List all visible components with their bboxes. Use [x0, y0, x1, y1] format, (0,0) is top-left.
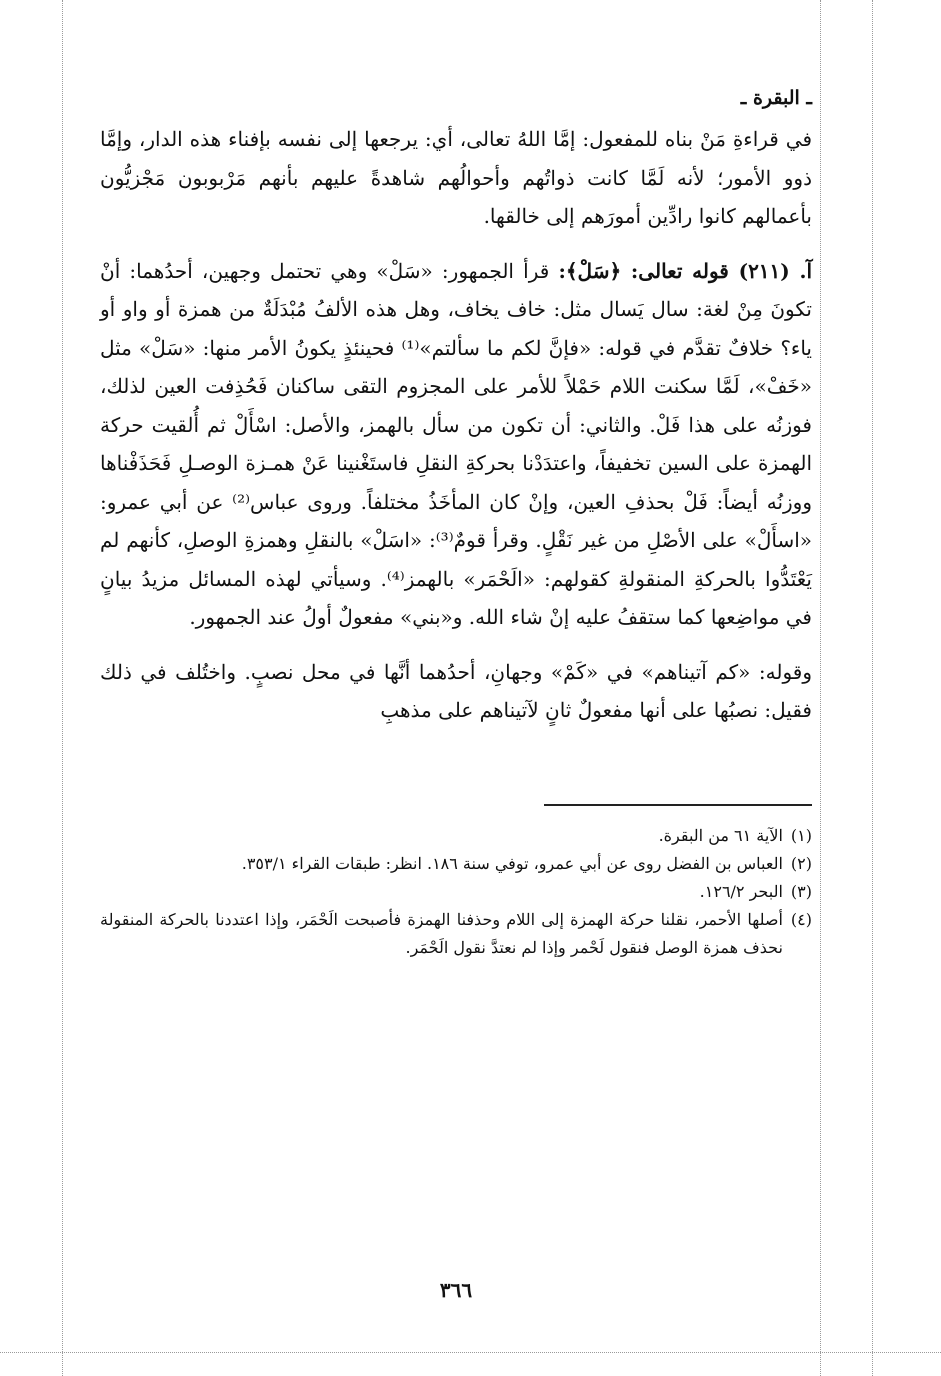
footnote-text: البحر ١٢٦/٢. — [699, 881, 783, 901]
footnote-item — [100, 878, 812, 906]
footnote-item — [100, 906, 812, 962]
footnote-number: (١) — [790, 825, 812, 845]
verse-entry-text: قرأ الجمهور: «سَلْ» وهي تحتمل — [270, 258, 550, 283]
footnote-number: (٢) — [790, 853, 812, 873]
footnote-text: الآية ٦١ من البقرة. — [658, 825, 783, 845]
footnote-text: العباس بن الفضل روى عن أبي عمرو، توفي سنة ١٨٦. انظر: طبقات القراء ٣٥٣/١. — [241, 853, 783, 873]
footnote-text: أصلها الأحمر، نقلنا حركة الهمزة إلى اللام وحذفنا الهمزة فأصبحت الَحْمَر، وإذا اعتددنا بالحركة المنقولة نحذف همزة الوصل فنقول لَحْمر وإذا لم نعتدَّ نقول الَحْمَر. — [100, 909, 783, 957]
paragraph-verse-211 — [100, 252, 812, 637]
footnote-number: (٤) — [790, 909, 812, 929]
paragraph-intro: في قراءةِ مَنْ بناه للمفعول: إمَّا اللهُ تعالى، أي: يرجعها إلى نفسه بإفناء هذه الدار، وإمَّا ذوو الأمور؛ لأنه لَمَّا كانت ذواتُهم وأحوالُهم شاهدةً عليهم بأنهم مَرْبوبون مَجْزيُّون بأعمالهم كانوا رادِّين أمورَهم إلى خالقها. — [100, 127, 813, 228]
footnote-number: (٣) — [790, 881, 812, 901]
running-head: ـ البقرة ـ — [740, 87, 812, 109]
page-number: ٣٦٦ — [439, 1278, 473, 1302]
book-page — [100, 86, 812, 962]
footnote-item — [100, 850, 812, 878]
guide-line-right-inner — [820, 0, 821, 1376]
footnote-rule — [544, 804, 812, 806]
footnotes — [100, 822, 812, 962]
footnote-item — [100, 822, 812, 850]
guide-line-right-outer — [872, 0, 873, 1376]
verse-entry-label: آ. (٢١١) قوله تعالى: ﴿سَلْ﴾: — [558, 258, 813, 283]
paragraph-kam: وقوله: «كم آتيناهم» في «كَمْ» وجهانِ، أحدُهما أنَّها في محل نصبٍ. واختُلف في ذلك فقيل: نصبُها على أنها مفعولٌ ثانٍ لآتيناهم على مذهبِ — [100, 659, 812, 722]
guide-line-bottom — [0, 1352, 941, 1353]
paragraph-verse-body: وجهين، أحدُهما: أنْ تكونَ مِنْ لغة: سال يَسال مثل: خاف يخاف، وهل هذه الألفُ مُبْدَلَةٌ من همزة أو واو أو ياء؟ خلافٌ تقدَّم في قوله: «فإنَّ لكم ما سألتم»⁽¹⁾ فحينئذٍ يكونُ الأمر منها: «سَلْ» مثل «خَفْ»، لَمَّا سكنت اللام حَمْلاً للأمر على المجزوم التقى ساكنان فَحُذِفت العين لذلك، فوزنُه على هذا فَلْ. والثاني: أن تكون من سأل بالهمز، والأصل: اسْأَلْ ثم أُلقيت حركة الهمزة على السين تخفيفاً، واعتدَدْنا بحركةِ النقلِ فاستَغْنينا عَنْ همـزة الوصـلِ فَحَذَفْناها ووزنُه أيضاً: فَلْ بحذفِ العين، وإنْ كان المأخَذُ مختلفاً. وروى عباس⁽²⁾ عن أبي عمرو: «اسأَلْ» على الأصْلِ من غير نَقْلٍ. وقرأ قومٌ⁽³⁾: «اسَلْ» بالنقلِ وهمزةِ الوصلِ، كأنهم لم يَعْتَدُّوا بالحركةِ المنقولةِ كقولهم: «الَحْمَر» بالهمز⁽⁴⁾. وسيأتي لهذه المسائل مزيدُ بيانٍ في مواضِعها كما ستقفُ عليه إنْ شاء الله. و«بني» مفعولٌ أولُ عند الجمهور. — [100, 258, 812, 629]
guide-line-left — [62, 0, 63, 1376]
